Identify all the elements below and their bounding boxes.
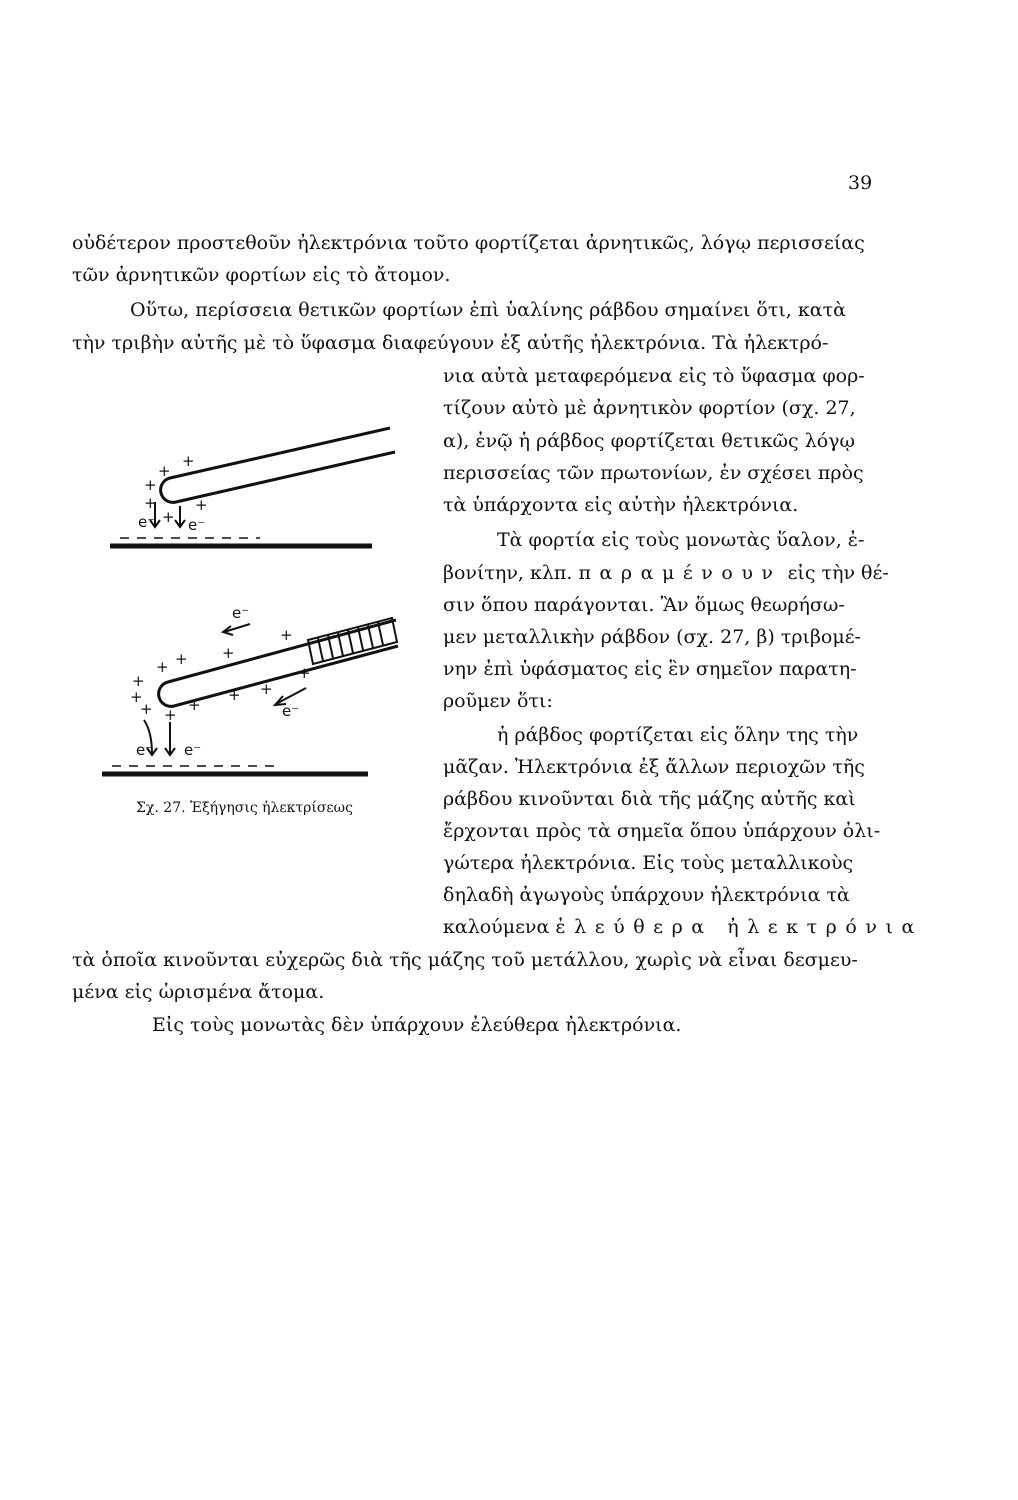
text-line: τίζουν αὐτὸ μὲ ἀρνητικὸν φορτίον (σχ. 27, [443, 397, 856, 419]
text-line [443, 914, 923, 940]
text-line: α), ἐνῷ ἡ ράβδος φορτίζεται θετικῶς λόγῳ [443, 430, 856, 452]
figure-a-cloth [110, 538, 372, 546]
text-line: τὰ ὑπάρχοντα εἰς αὐτὴν ἠλεκτρόνια. [443, 494, 799, 516]
electron-label: e⁻ [232, 604, 250, 622]
emphasized-text: παραμένουν [578, 562, 782, 584]
text-line: νια αὐτὰ μεταφερόμενα εἰς τὸ ὕφασμα φορ- [443, 365, 865, 387]
text-line: μᾶζαν. Ἠλεκτρόνια ἐξ ἄλλων περιοχῶν τῆς [443, 756, 865, 778]
plus-sign: + [175, 650, 188, 668]
text-line: Οὕτω, περίσσεια θετικῶν φορτίων ἐπὶ ὑαλίνης ράβδου σημαίνει ὅτι, κατὰ [130, 299, 846, 321]
plus-sign: + [182, 452, 195, 470]
plus-sign: + [260, 680, 273, 698]
electron-label: e⁻ [184, 741, 202, 759]
plus-sign: + [144, 494, 157, 512]
text-line: τὰ ὁποῖα κινοῦνται εὐχερῶς διὰ τῆς μάζης τοῦ μετάλλου, χωρὶς νὰ εἶναι δεσμευ- [72, 949, 858, 971]
text-line: ροῦμεν ὅτι: [443, 690, 553, 712]
text-line [443, 560, 889, 586]
plus-sign: + [158, 462, 171, 480]
plus-sign: + [162, 508, 175, 526]
plus-sign: + [195, 496, 208, 514]
plus-sign: + [144, 476, 157, 494]
emphasized-text: ἐλεύθερα ἠλεκτρόνια [555, 916, 923, 938]
electron-label: e⁻ [188, 516, 206, 534]
text-line: ράβδου κινοῦνται διὰ τῆς μάζης αὐτῆς καὶ [443, 788, 856, 810]
electron-label: e⁻ [138, 513, 156, 531]
figure-caption: Σχ. 27. Ἐξήγησις ἠλεκτρίσεως [136, 800, 353, 816]
text-line: μένα εἰς ὡρισμένα ἄτομα. [72, 981, 325, 1003]
plus-sign: + [164, 706, 177, 724]
text-span: βονίτην, κλπ. [443, 562, 579, 584]
plus-sign: + [140, 700, 153, 718]
text-line: τῶν ἀρνητικῶν φορτίων εἰς τὸ ἄτομον. [72, 264, 451, 286]
electron-label: e⁻ [282, 702, 300, 720]
text-line: δηλαδὴ ἀγωγοὺς ὑπάρχουν ἠλεκτρόνια τὰ [443, 884, 850, 906]
text-line: νην ἐπὶ ὑφάσματος εἰς ἓν σημεῖον παρατη- [443, 658, 857, 680]
text-span: εἰς τὴν θέ- [781, 562, 889, 584]
text-line: Εἰς τοὺς μονωτὰς δὲν ὑπάρχουν ἐλεύθερα ἠλεκτρόνια. [152, 1014, 682, 1036]
text-line: ἡ ράβδος φορτίζεται εἰς ὅλην της τὴν [497, 724, 859, 746]
text-line: γώτερα ἠλεκτρόνια. Εἰς τοὺς μεταλλικοὺς [443, 852, 854, 874]
plus-sign: + [280, 626, 293, 644]
plus-sign: + [298, 664, 311, 682]
text-line: Τὰ φορτία εἰς τοὺς μονωτὰς ὕαλον, ἐ- [497, 529, 865, 551]
plus-sign: + [156, 658, 169, 676]
plus-sign: + [228, 686, 241, 704]
figure-27 [100, 410, 400, 795]
plus-sign: + [130, 688, 143, 706]
electron-label: e⁻ [136, 741, 154, 759]
text-line: ἔρχονται πρὸς τὰ σημεῖα ὅπου ὑπάρχουν ὀλι- [443, 820, 881, 842]
text-line: οὐδέτερον προστεθοῦν ἠλεκτρόνια τοῦτο φορτίζεται ἀρνητικῶς, λόγῳ περισσείας [72, 232, 865, 254]
plus-sign: + [132, 672, 145, 690]
figure-b-metal-rod [159, 620, 398, 706]
text-line: περισσείας τῶν πρωτονίων, ἐν σχέσει πρὸς [443, 462, 864, 484]
figure-a-charges [138, 452, 208, 534]
page-number: 39 [848, 172, 873, 194]
text-line: μεν μεταλλικὴν ράβδον (σχ. 27, β) τριβομέ- [443, 626, 861, 648]
text-line: σιν ὅπου παράγονται. Ἂν ὅμως θεωρήσω- [443, 594, 845, 616]
figure-a-glass-rod [161, 428, 395, 502]
figure-b-charges [130, 604, 311, 759]
figure-b-cloth [102, 766, 368, 774]
text-span: καλούμενα [443, 916, 556, 938]
text-line: τὴν τριβὴν αὐτῆς μὲ τὸ ὕφασμα διαφεύγουν ἐξ αὐτῆς ἠλεκτρόνια. Τὰ ἠλεκτρό- [72, 332, 829, 354]
plus-sign: + [222, 644, 235, 662]
plus-sign: + [188, 696, 201, 714]
